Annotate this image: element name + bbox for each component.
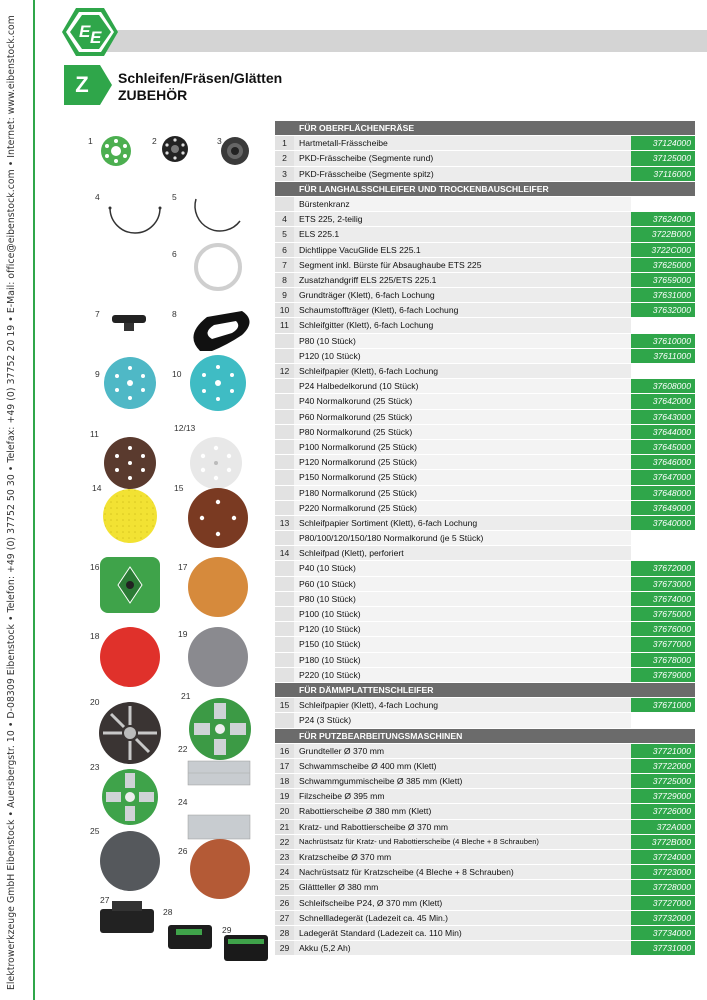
article-number: 37728000 [631,880,695,894]
article-number: 37676000 [631,622,695,636]
product-image-29 [224,935,268,961]
row-number: 12 [275,364,294,378]
table-row [275,410,695,425]
row-description: Schleifpad (Klett), perforiert [294,546,631,560]
table-row [275,258,695,273]
row-number [275,713,294,727]
product-image-16 [100,557,160,613]
product-image-24 [188,815,250,839]
table-row [275,865,695,880]
table-row [275,455,695,470]
header-gray-bar [104,30,707,52]
article-number: 37644000 [631,425,695,439]
row-description: Schleifpapier (Klett), 6-fach Lochung [294,364,631,378]
table-row [275,440,695,455]
article-number: 37734000 [631,926,695,940]
row-number: 22 [275,835,294,849]
table-row [275,501,695,516]
article-number: 37124000 [631,136,695,150]
row-number [275,394,294,408]
table-row [275,288,695,303]
row-number [275,425,294,439]
table-row [275,926,695,941]
category-letter: Z [64,65,100,105]
row-number [275,455,294,469]
article-number: 372A000 [631,820,695,834]
image-label: 29 [222,925,232,935]
article-number: 37679000 [631,668,695,682]
row-number: 5 [275,227,294,241]
image-label: 9 [95,369,100,379]
product-image-11 [104,437,156,489]
article-number: 37631000 [631,288,695,302]
row-number: 17 [275,759,294,773]
article-number: 37125000 [631,151,695,165]
row-description: P40 Normalkorund (25 Stück) [294,394,631,408]
row-description: Schwammgummischeibe Ø 385 mm (Klett) [294,774,631,788]
image-label: 22 [178,744,188,754]
image-label: 16 [90,562,100,572]
image-label: 14 [92,483,102,493]
row-number: 2 [275,151,294,165]
row-description: Glättteller Ø 380 mm [294,880,631,894]
article-number: 37610000 [631,334,695,348]
article-number: 37649000 [631,501,695,515]
row-description: Grundträger (Klett), 6-fach Lochung [294,288,631,302]
article-number: 37678000 [631,653,695,667]
table-row [275,637,695,652]
row-description: P100 (10 Stück) [294,607,631,621]
row-number: 3 [275,167,294,181]
row-number [275,470,294,484]
article-number: 37640000 [631,516,695,530]
table-row [275,561,695,576]
table-row [275,622,695,637]
article-number: 37643000 [631,410,695,424]
article-number: 37724000 [631,850,695,864]
row-number: 18 [275,774,294,788]
row-number: 28 [275,926,294,940]
table-row [275,394,695,409]
table-row [275,774,695,789]
image-label: 15 [174,483,184,493]
row-number: 8 [275,273,294,287]
image-label: 10 [172,369,182,379]
product-image-25 [100,831,160,891]
article-number: 37725000 [631,774,695,788]
table-row [275,334,695,349]
row-description: Schleifscheibe P24, Ø 370 mm (Klett) [294,896,631,910]
row-number: 23 [275,850,294,864]
row-description: Bürstenkranz [294,197,631,211]
eibenstock-logo [62,8,118,56]
product-image-2 [162,136,188,162]
product-image-14 [103,489,157,543]
product-image-3 [221,137,249,165]
page-title: Schleifen/Fräsen/Glätten [118,70,283,86]
table-row [275,349,695,364]
article-number: 37732000 [631,911,695,925]
row-number [275,668,294,682]
image-label: 25 [90,826,100,836]
row-description: P80 Normalkorund (25 Stück) [294,425,631,439]
row-number [275,501,294,515]
table-row [275,379,695,394]
row-number: 7 [275,258,294,272]
section-title: FÜR OBERFLÄCHENFRÄSE [299,123,415,133]
image-label: 28 [163,907,173,917]
table-row [275,136,695,151]
row-description: Ladegerät Standard (Ladezeit ca. 110 Min) [294,926,631,940]
product-image-1 [101,136,131,166]
product-image-22 [188,761,250,785]
row-description: P80 (10 Stück) [294,334,631,348]
product-image-12-13 [190,437,242,489]
article-number: 37677000 [631,637,695,651]
image-label: 7 [95,309,100,319]
image-label: 12/13 [174,423,196,433]
product-image-8 [193,311,249,351]
row-number: 26 [275,896,294,910]
row-number: 4 [275,212,294,226]
product-image-19 [188,627,248,687]
article-number: 37611000 [631,349,695,363]
row-description: P180 (10 Stück) [294,653,631,667]
section-title: FÜR DÄMMPLATTENSCHLEIFER [299,684,434,695]
row-number [275,561,294,575]
image-label: 24 [178,797,188,807]
table-row [275,212,695,227]
image-label: 20 [90,697,100,707]
table-row [275,577,695,592]
row-description: P120 (10 Stück) [294,349,631,363]
section-header [275,182,695,197]
row-number [275,197,294,211]
table-row [275,804,695,819]
article-number: 37646000 [631,455,695,469]
row-description: Akku (5,2 Ah) [294,941,631,955]
table-row [275,273,695,288]
article-number [631,318,695,332]
image-label: 21 [181,691,191,701]
row-description: PKD-Frässcheibe (Segmente rund) [294,151,631,165]
article-number: 37727000 [631,896,695,910]
row-description: P80/100/120/150/180 Normalkorund (je 5 Stück) [294,531,631,545]
table-row [275,592,695,607]
product-image-26 [190,839,250,899]
parts-table [275,121,695,956]
row-description: P100 Normalkorund (25 Stück) [294,440,631,454]
article-number: 37647000 [631,470,695,484]
row-number [275,607,294,621]
article-number: 37675000 [631,607,695,621]
image-label: 5 [172,192,177,202]
article-number [631,713,695,727]
article-number: 37731000 [631,941,695,955]
row-description: Segment inkl. Bürste für Absaughaube ETS 225 [294,258,631,272]
article-number: 37722000 [631,759,695,773]
row-number: 15 [275,698,294,712]
article-number: 37723000 [631,865,695,879]
row-number: 10 [275,303,294,317]
article-number [631,546,695,560]
table-row [275,896,695,911]
table-row [275,167,695,182]
table-row [275,698,695,713]
table-row [275,516,695,531]
product-image-6 [196,245,240,289]
row-description: Rabottierscheibe Ø 380 mm (Klett) [294,804,631,818]
image-label: 27 [100,895,110,905]
table-row [275,546,695,561]
product-image-18 [100,627,160,687]
row-description: Hartmetall-Frässcheibe [294,136,631,150]
table-row [275,318,695,333]
row-description: P24 Halbedelkorund (10 Stück) [294,379,631,393]
row-description: P150 (10 Stück) [294,637,631,651]
product-image-10 [190,355,246,411]
article-number: 37632000 [631,303,695,317]
row-description: Filzscheibe Ø 395 mm [294,789,631,803]
svg-text:E: E [79,22,91,41]
article-number: 37608000 [631,379,695,393]
table-row [275,243,695,258]
table-row [275,486,695,501]
table-row [275,607,695,622]
table-row [275,911,695,926]
article-number: 3722B000 [631,227,695,241]
row-number: 19 [275,789,294,803]
product-image-5 [195,199,240,231]
article-number: 37721000 [631,744,695,758]
product-image-28 [168,925,212,949]
row-description: Schaumstoffträger (Klett), 6-fach Lochung [294,303,631,317]
article-number: 37116000 [631,167,695,181]
row-description: ETS 225, 2-teilig [294,212,631,226]
row-description: P120 Normalkorund (25 Stück) [294,455,631,469]
article-number: 37726000 [631,804,695,818]
row-number: 13 [275,516,294,530]
article-number: 37671000 [631,698,695,712]
image-label: 3 [217,136,222,146]
article-number [631,531,695,545]
table-row [275,668,695,683]
row-description: P150 Normalkorund (25 Stück) [294,470,631,484]
row-description: Schleifpapier (Klett), 4-fach Lochung [294,698,631,712]
row-description: Schleifgitter (Klett), 6-fach Lochung [294,318,631,332]
row-number: 24 [275,865,294,879]
article-number: 37659000 [631,273,695,287]
category-arrow-icon [100,65,112,105]
article-number [631,197,695,211]
green-margin-line [33,0,35,1000]
row-number [275,334,294,348]
table-row [275,531,695,546]
section-header [275,683,695,698]
svg-text:E: E [90,28,102,47]
table-row [275,820,695,835]
row-description: Dichtlippe VacuGlide ELS 225.1 [294,243,631,257]
row-number: 1 [275,136,294,150]
table-row [275,759,695,774]
table-row [275,197,695,212]
article-number: 37624000 [631,212,695,226]
product-image-27 [100,901,154,933]
table-row [275,880,695,895]
article-number: 37642000 [631,394,695,408]
row-description: Schwammscheibe Ø 400 mm (Klett) [294,759,631,773]
section-title: FÜR LANGHALSSCHLEIFER UND TROCKENBAUSCHLEIFER [299,183,549,194]
table-row [275,850,695,865]
row-description: P24 (3 Stück) [294,713,631,727]
row-number: 11 [275,318,294,332]
image-label: 8 [172,309,177,319]
product-image-21 [189,698,251,760]
row-number [275,592,294,606]
image-label: 23 [90,762,100,772]
article-number [631,364,695,378]
product-image-7 [112,315,146,331]
row-description: P40 (10 Stück) [294,561,631,575]
row-number [275,653,294,667]
product-image-4 [109,207,162,234]
table-row [275,227,695,242]
row-description: Zusatzhandgriff ELS 225/ETS 225.1 [294,273,631,287]
table-row [275,151,695,166]
image-label: 26 [178,846,188,856]
table-row [275,835,695,850]
image-label: 4 [95,192,100,202]
row-description: P60 Normalkorund (25 Stück) [294,410,631,424]
image-label: 18 [90,631,100,641]
table-row [275,713,695,728]
article-number: 37625000 [631,258,695,272]
company-contact-sidebar: Elektrowerkzeuge GmbH Eibenstock • Auersbergstr. 10 • D-08309 Eibenstock • Telefon: +49 (0) 37752 50 30 • Telefax: +49 (0) 37752 20 19 • E-Mail: office@eibenstock.com • Internet: www.eibenstock.com [6,15,17,990]
article-number: 37645000 [631,440,695,454]
row-number [275,531,294,545]
row-number [275,622,294,636]
row-description: P80 (10 Stück) [294,592,631,606]
page-subtitle: ZUBEHÖR [118,87,188,103]
row-description: P120 (10 Stück) [294,622,631,636]
row-number: 29 [275,941,294,955]
product-image-15 [188,488,248,548]
article-number: 3722C000 [631,243,695,257]
row-description: P180 Normalkorund (25 Stück) [294,486,631,500]
table-row [275,653,695,668]
article-number: 37674000 [631,592,695,606]
row-number [275,637,294,651]
product-image-20 [99,702,161,764]
row-number: 25 [275,880,294,894]
article-number: 37729000 [631,789,695,803]
row-description: Nachrüstsatz für Kratz- und Rabottierscheibe (4 Bleche + 8 Schrauben) [294,835,631,849]
image-label: 17 [178,562,188,572]
row-number [275,410,294,424]
row-description: PKD-Frässcheibe (Segmente spitz) [294,167,631,181]
table-row [275,470,695,485]
row-description: ELS 225.1 [294,227,631,241]
row-number: 6 [275,243,294,257]
section-title: FÜR PUTZBEARBEITUNGSMASCHINEN [299,730,463,741]
table-row [275,789,695,804]
row-description: Grundteller Ø 370 mm [294,744,631,758]
table-row [275,303,695,318]
row-description: Nachrüstsatz für Kratzscheibe (4 Bleche + 8 Schrauben) [294,865,631,879]
row-number [275,349,294,363]
product-image-9 [104,357,156,409]
row-number: 21 [275,820,294,834]
row-description: P60 (10 Stück) [294,577,631,591]
row-number: 9 [275,288,294,302]
row-number: 20 [275,804,294,818]
row-description: P220 Normalkorund (25 Stück) [294,501,631,515]
row-description: Schnellladegerät (Ladezeit ca. 45 Min.) [294,911,631,925]
image-label: 1 [88,136,93,146]
row-number: 16 [275,744,294,758]
row-number [275,379,294,393]
article-number: 37673000 [631,577,695,591]
row-number [275,440,294,454]
image-label: 11 [90,429,99,439]
section-header [275,121,695,136]
row-description: P220 (10 Stück) [294,668,631,682]
image-label: 2 [152,136,157,146]
row-number: 27 [275,911,294,925]
section-header [275,729,695,744]
table-row [275,744,695,759]
product-image-23 [102,769,158,825]
row-description: Kratz- und Rabottierscheibe Ø 370 mm [294,820,631,834]
product-image-17 [188,557,248,617]
row-description: Kratzscheibe Ø 370 mm [294,850,631,864]
article-number: 37672000 [631,561,695,575]
row-description: Schleifpapier Sortiment (Klett), 6-fach Lochung [294,516,631,530]
table-row [275,425,695,440]
row-number [275,577,294,591]
article-number: 37648000 [631,486,695,500]
image-label: 19 [178,629,188,639]
article-number: 3772B000 [631,835,695,849]
table-row [275,364,695,379]
image-label: 6 [172,249,177,259]
row-number [275,486,294,500]
row-number: 14 [275,546,294,560]
table-row [275,941,695,956]
